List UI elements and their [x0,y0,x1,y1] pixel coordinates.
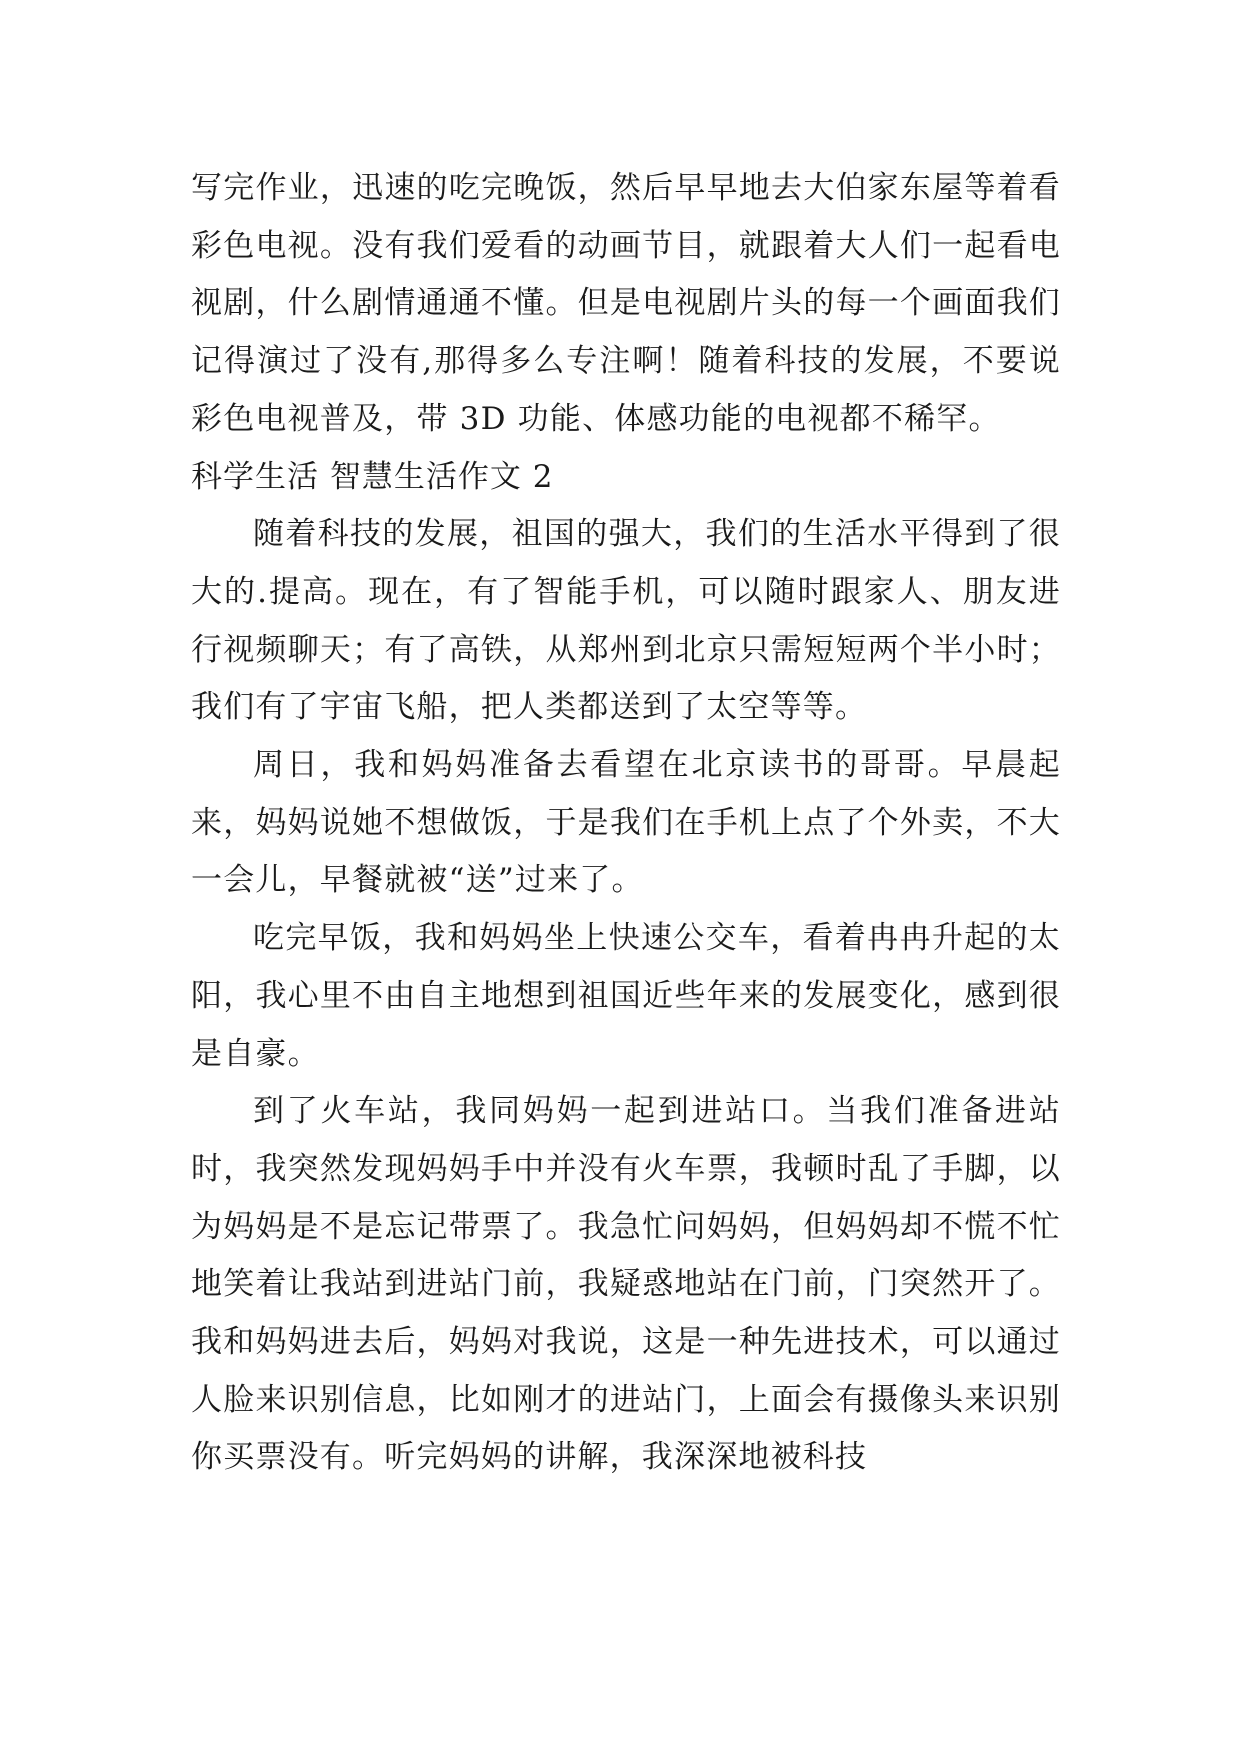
paragraph-3: 吃完早饭，我和妈妈坐上快速公交车，看着冉冉升起的太阳，我心里不由自主地想到祖国近些年来的发展变化，感到很是自豪。 [191,920,1061,1072]
paragraph-continued: 写完作业，迅速的吃完晚饭，然后早早地去大伯家东屋等着看彩色电视。没有我们爱看的动画节目，就跟着大人们一起看电视剧，什么剧情通通不懂。但是电视剧片头的每一个画面我们记得演过了没有,那得多么专注啊！随着科技的发展，不要说彩色电视普及，带 3D 功能、体感功能的电视都不稀罕。 [191,170,1061,437]
document-body [191,160,1061,1487]
paragraph-1: 随着科技的发展，祖国的强大，我们的生活水平得到了很大的.提高。现在，有了智能手机，可以随时跟家人、朋友进行视频聊天；有了高铁，从郑州到北京只需短短两个半小时；我们有了宇宙飞船，把人类都送到了太空等等。 [191,516,1061,726]
paragraph-4: 到了火车站，我同妈妈一起到进站口。当我们准备进站时，我突然发现妈妈手中并没有火车票，我顿时乱了手脚，以为妈妈是不是忘记带票了。我急忙问妈妈，但妈妈却不慌不忙地笑着让我站到进站门前，我疑惑地站在门前，门突然开了。我和妈妈进去后，妈妈对我说，这是一种先进技术，可以通过人脸来识别信息，比如刚才的进站门，上面会有摄像头来识别你买票没有。听完妈妈的讲解，我深深地被科技 [191,1093,1061,1476]
paragraph-2: 周日，我和妈妈准备去看望在北京读书的哥哥。早晨起来，妈妈说她不想做饭，于是我们在手机上点了个外卖，不大一会儿，早餐就被“送”过来了。 [191,747,1061,899]
section-heading: 科学生活 智慧生活作文 2 [191,458,554,495]
